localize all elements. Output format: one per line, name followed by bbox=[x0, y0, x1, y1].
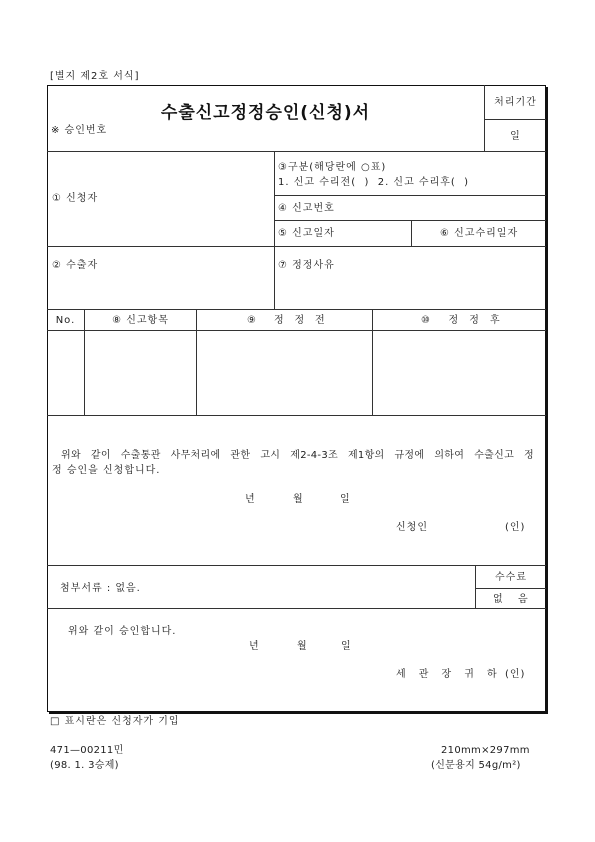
column-item-label: ⑧ 신고항목 bbox=[112, 315, 169, 326]
footer-form-id: 471—00211민 bbox=[50, 745, 124, 756]
acceptance-date-cell bbox=[412, 221, 546, 247]
approval-statement: 위와 같이 승인합니다. bbox=[68, 626, 177, 637]
acceptance-date-label: ⑥ 신고수리일자 bbox=[440, 228, 519, 239]
processing-period-label: 처리기간 bbox=[494, 97, 537, 108]
approval-date-day: 일 bbox=[341, 641, 352, 652]
applicant-seal: (인) bbox=[505, 522, 526, 533]
table-cell-after bbox=[373, 331, 546, 416]
processing-period-unit: 일 bbox=[510, 131, 521, 142]
applicant-signature-label: 신청인 bbox=[396, 522, 428, 533]
correction-reason-label: ⑦ 정정사유 bbox=[278, 260, 335, 271]
column-after-label: ⑩ 정 정 후 bbox=[421, 315, 500, 326]
application-statement-line2: 정 승인을 신청합니다. bbox=[52, 465, 161, 476]
declaration-date-label: ⑤ 신고일자 bbox=[278, 228, 335, 239]
fee-label: 수수료 bbox=[495, 572, 527, 583]
application-statement-line1: 위와 같이 수출통관 사무처리에 관한 고시 제2-4-3조 제1항의 규정에 의하여 수출신고 정 bbox=[61, 450, 534, 461]
processing-period-cell bbox=[485, 85, 546, 152]
approval-cell bbox=[47, 609, 546, 712]
column-before-label: ⑨ 정 정 전 bbox=[247, 315, 325, 326]
table-cell-item bbox=[85, 331, 197, 416]
approval-recipient: 세 관 장 귀 하 bbox=[396, 669, 497, 680]
category-options: 1. 신고 수리전( ) 2. 신고 수리후( ) bbox=[278, 177, 470, 188]
processing-period-divider bbox=[485, 119, 546, 120]
exporter-label: ② 수출자 bbox=[52, 260, 99, 271]
application-date-month: 월 bbox=[293, 494, 304, 505]
applicant-label: ① 신청자 bbox=[52, 193, 99, 204]
approval-number-label: ※ 승인번호 bbox=[51, 125, 108, 136]
attachments-label: 첨부서류 : 없음. bbox=[60, 583, 141, 594]
exporter-cell bbox=[47, 247, 275, 310]
footer-paper-size: 210mm×297mm bbox=[441, 745, 530, 756]
approval-date-year: 년 bbox=[249, 641, 260, 652]
category-label: ③구분(해당란에 ○표) bbox=[278, 162, 387, 173]
table-header-before bbox=[197, 310, 373, 331]
approval-date-month: 월 bbox=[297, 641, 308, 652]
table-cell-no bbox=[47, 331, 85, 416]
declaration-number-cell bbox=[275, 196, 546, 221]
title-cell bbox=[47, 85, 485, 152]
footer-approval-date: (98. 1. 3승제) bbox=[50, 760, 119, 771]
fee-divider bbox=[476, 588, 546, 589]
fee-value: 없 음 bbox=[493, 594, 528, 605]
table-header-no bbox=[47, 310, 85, 331]
attachments-cell bbox=[47, 566, 476, 609]
category-cell bbox=[275, 152, 546, 196]
applicant-cell bbox=[47, 152, 275, 247]
footer-note: □ 표시란은 신청자가 기입 bbox=[50, 716, 180, 727]
approval-seal: (인) bbox=[505, 669, 526, 680]
application-date-day: 일 bbox=[340, 494, 351, 505]
form-title: 수출신고정정승인(신청)서 bbox=[160, 103, 371, 123]
application-date-year: 년 bbox=[245, 494, 256, 505]
fee-cell bbox=[476, 566, 546, 609]
table-header-item bbox=[85, 310, 197, 331]
correction-reason-cell bbox=[275, 247, 546, 310]
form-code: [별지 제2호 서식] bbox=[50, 71, 140, 82]
declaration-date-cell bbox=[275, 221, 412, 247]
table-cell-before bbox=[197, 331, 373, 416]
application-statement-cell bbox=[47, 416, 546, 566]
footer-paper-type: (신문용지 54g/m²) bbox=[431, 760, 521, 771]
declaration-number-label: ④ 신고번호 bbox=[278, 203, 335, 214]
table-header-after bbox=[373, 310, 546, 331]
column-no-label: No. bbox=[55, 315, 76, 326]
